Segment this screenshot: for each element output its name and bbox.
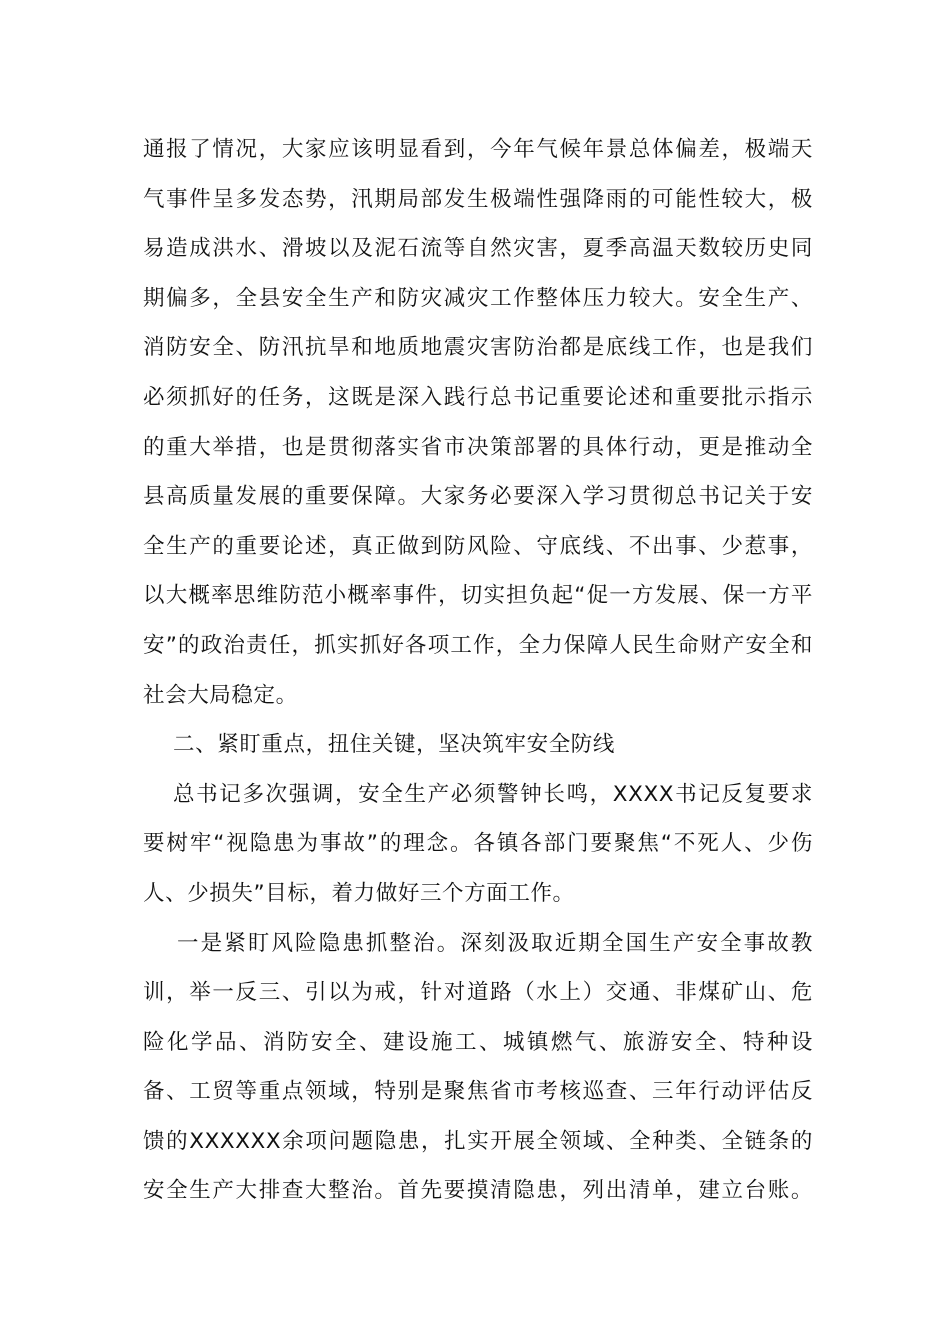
text-line: 安”的政治责任，抓实抓好各项工作，全力保障人民生命财产安全和 [143, 632, 813, 658]
text-line: 气事件呈多发态势，汛期局部发生极端性强降雨的可能性较大，极 [143, 186, 813, 212]
text-line: 消防安全、防汛抗旱和地质地震灾害防治都是底线工作，也是我们 [143, 335, 813, 361]
heading-text: 二、紧盯重点，扭住关键，坚决筑牢安全防线 [173, 732, 616, 758]
text-line: 以大概率思维防范小概率事件，切实担负起“促一方发展、保一方平 [143, 583, 813, 609]
text-line: 县高质量发展的重要保障。大家务必要深入学习贯彻总书记关于安 [143, 484, 813, 510]
paragraph-requirements [143, 770, 813, 919]
text-line: 期偏多，全县安全生产和防灾减灾工作整体压力较大。安全生产、 [143, 285, 813, 311]
text-line: 的重大举措，也是贯彻落实省市决策部署的具体行动，更是推动全 [143, 434, 813, 460]
text-line: 易造成洪水、滑坡以及泥石流等自然灾害，夏季高温天数较历史同 [143, 236, 813, 262]
paragraph-situation [143, 125, 813, 720]
text-line: 备、工贸等重点领域，特别是聚焦省市考核巡查、三年行动评估反 [143, 1079, 813, 1105]
text-line: 通报了情况，大家应该明显看到，今年气候年景总体偏差，极端天 [143, 137, 813, 162]
text-line: 要树牢“视隐患为事故”的理念。各镇各部门要聚焦“不死人、少伤 [143, 831, 813, 857]
text-line: 社会大局稳定。 [143, 682, 298, 708]
text-line: 训，举一反三、引以为戒，针对道路（水上）交通、非煤矿山、危 [143, 980, 813, 1006]
text-line: 全生产的重要论述，真正做到防风险、守底线、不出事、少惹事， [143, 533, 813, 559]
text-line: 总书记多次强调，安全生产必须警钟长鸣，XXXX书记反复要求 [173, 781, 813, 807]
section-heading [143, 720, 813, 770]
paragraph-hazard-rectification [143, 919, 813, 1217]
document-body [143, 125, 813, 1216]
text-line: 人、少损失”目标，着力做好三个方面工作。 [143, 880, 575, 906]
text-line: 安全生产大排查大整治。首先要摸清隐患，列出清单，建立台账。 [143, 1178, 813, 1204]
text-line: 险化学品、消防安全、建设施工、城镇燃气、旅游安全、特种设 [143, 1029, 813, 1055]
text-line: 一是紧盯风险隐患抓整治。深刻汲取近期全国生产安全事故教 [177, 930, 813, 956]
text-line: 馈的XXXXXX余项问题隐患，扎实开展全领域、全种类、全链条的 [143, 1128, 813, 1154]
text-line: 必须抓好的任务，这既是深入践行总书记重要论述和重要批示指示 [143, 384, 813, 410]
